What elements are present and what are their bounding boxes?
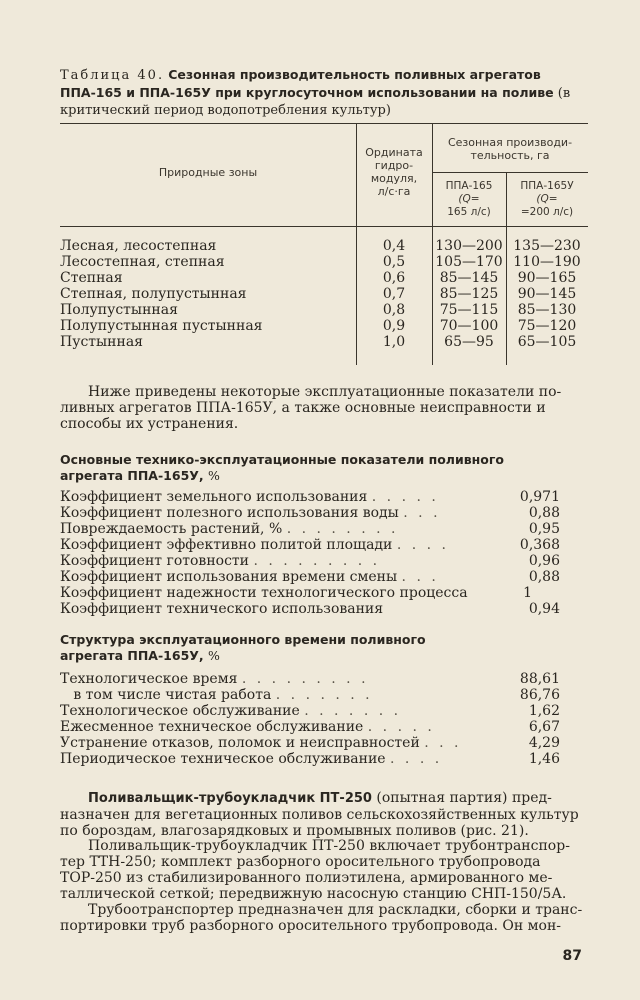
list-item: Устранение отказов, поломок и неисправностей . . . 4,29 [60, 736, 560, 751]
cell-ordinate: 0,8 [382, 302, 406, 318]
cell-ppa165: 65—95 [444, 334, 494, 350]
cell-ppa165u: 75—120 [517, 318, 577, 334]
page-number: 87 [562, 948, 582, 964]
table-top-rule [60, 123, 588, 124]
header-ordinate: Ордината гидро- модуля, л/с·га [365, 146, 423, 198]
table-caption-title: Сезонная производительность поливных агрегатов ППА-165 и ППА-165У при круглосуточном использовании на поливе [60, 67, 554, 100]
cell-ppa165: 130—200 [435, 238, 503, 254]
list-item: Коэффициент использования времени смены . . . 0,88 [60, 570, 560, 585]
list-item: Коэффициент надежности технологического процесса 1 [60, 586, 532, 601]
cell-ppa165u: 110—190 [513, 254, 581, 270]
list-item: Периодическое техническое обслуживание . . . . 1,46 [60, 752, 560, 767]
cell-ordinate: 0,7 [382, 286, 406, 302]
cell-ordinate: 1,0 [382, 334, 406, 350]
cell-ordinate: 0,9 [382, 318, 406, 334]
cell-ppa165: 85—125 [439, 286, 499, 302]
list-item: Коэффициент технического использования 0,94 [60, 602, 560, 617]
list-item: Технологическое обслуживание . . . . . . . 1,62 [60, 704, 560, 719]
intro-paragraph: Ниже приведены некоторые эксплуатационные показатели по- ливных агрегатов ППА-165У, а также основные неисправности и способы их устранения. [60, 384, 562, 432]
list-item: Повреждаемость растений, % . . . . . . . . 0,95 [60, 522, 560, 537]
header-seasonal: Сезонная производи- тельность, га [447, 136, 573, 162]
table-subheader-rule [432, 172, 588, 173]
table-caption [60, 66, 590, 119]
list-item: Коэффициент эффективно политой площади . . . . 0,368 [60, 538, 560, 553]
body-paragraph-3: Трубоотранспортер предназначен для раскладки, сборки и транс- портировки труб разборного оросительного трубопровода. Он мон- [60, 902, 583, 934]
cell-ppa165u: 65—105 [517, 334, 577, 350]
list-item: Технологическое время . . . . . . . . . 88,61 [60, 672, 560, 687]
cell-ppa165: 85—145 [439, 270, 499, 286]
cell-ppa165u: 90—165 [517, 270, 577, 286]
cell-ordinate: 0,5 [382, 254, 406, 270]
table-header-rule [60, 226, 588, 227]
section1-title: Основные технико-эксплуатационные показатели поливного агрегата ППА-165У, % [60, 452, 504, 483]
header-zones: Природные зоны [158, 166, 258, 179]
body-paragraph-1: Поливальщик-трубоукладчик ПТ-250 (опытная партия) пред- назначен для вегетационных поливов сельскохозяйственных культур по бороздам, влагозарядковых и промывных поливов (рис. 21). [60, 790, 579, 839]
cell-ordinate: 0,4 [382, 238, 406, 254]
device-name: Поливальщик-трубоукладчик ПТ-250 [88, 791, 372, 806]
list-item: Коэффициент готовности . . . . . . . . . 0,96 [60, 554, 560, 569]
list-item: в том числе чистая работа . . . . . . . 86,76 [60, 688, 560, 703]
cell-ppa165u: 90—145 [517, 286, 577, 302]
table-caption-label: Таблица 40. [60, 68, 165, 83]
list-item: Ежесменное техническое обслуживание . . . . . 6,67 [60, 720, 560, 735]
header-ppa165: ППА-165 (Q= 165 л/с) [445, 180, 493, 218]
cell-zone: Полупустынная [60, 302, 178, 318]
cell-ppa165: 105—170 [435, 254, 503, 270]
cell-zone: Полупустынная пустынная [60, 318, 263, 334]
cell-zone: Степная, полупустынная [60, 286, 247, 302]
cell-zone: Лесостепная, степная [60, 254, 225, 270]
cell-zone: Степная [60, 270, 123, 286]
list-item: Коэффициент полезного использования воды . . . 0,88 [60, 506, 560, 521]
cell-ppa165: 75—115 [439, 302, 499, 318]
list-item: Коэффициент земельного использования . . . . . 0,971 [60, 490, 560, 505]
body-paragraph-2: Поливальщик-трубоукладчик ПТ-250 включает трубонтранспор- тер ТТН-250; комплект разборного оросительного трубопровода ТОР-250 из стабилизированного полиэтилена, армированного ме- таллической сеткой; передвижную насосную станцию СНП-150/5А. [60, 838, 570, 902]
cell-zone: Пустынная [60, 334, 144, 350]
cell-ppa165u: 135—230 [513, 238, 581, 254]
cell-ppa165: 70—100 [439, 318, 499, 334]
cell-ordinate: 0,6 [382, 270, 406, 286]
cell-ppa165u: 85—130 [517, 302, 577, 318]
table-caption-note: (в критический период водопотребления культур) [60, 86, 571, 118]
header-ppa165u: ППА-165У (Q= =200 л/с) [520, 180, 574, 218]
section2-title: Структура эксплуатационного времени поливного агрегата ППА-165У, % [60, 632, 426, 663]
cell-zone: Лесная, лесостепная [60, 238, 217, 254]
